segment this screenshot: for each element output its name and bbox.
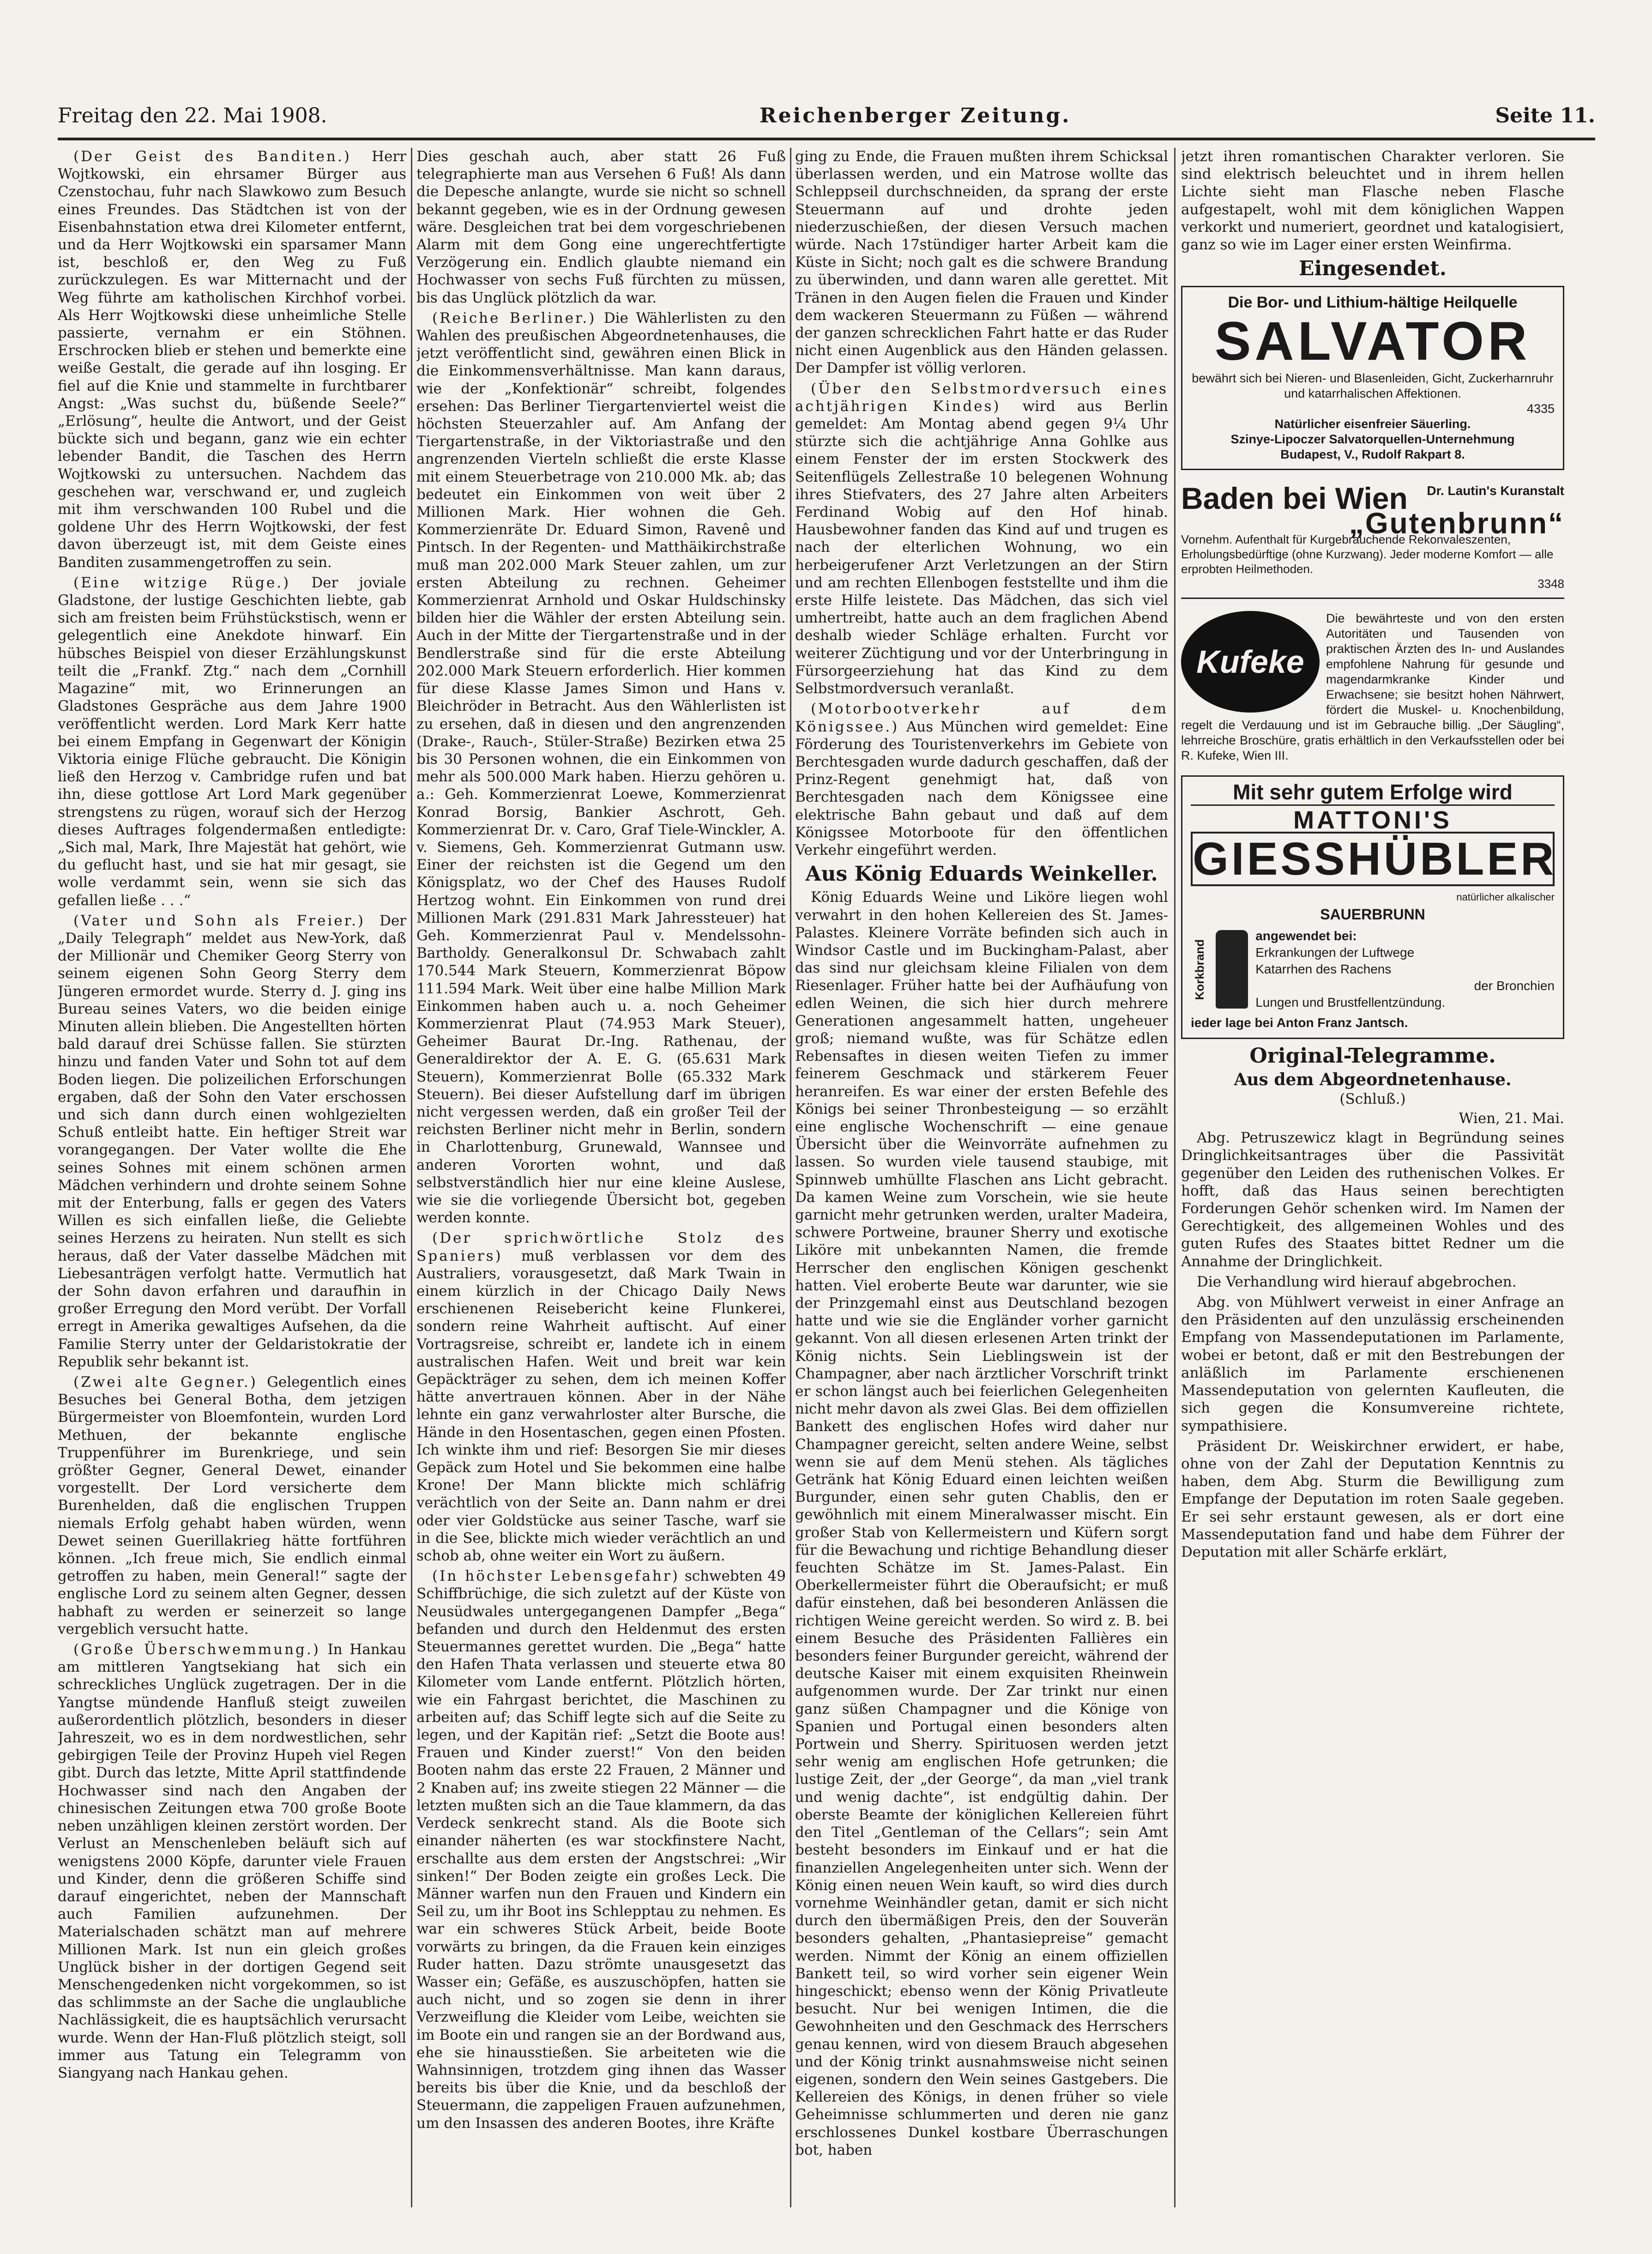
ad-line: ieder lage bei Anton Franz Jantsch. bbox=[1191, 1015, 1408, 1030]
column-divider bbox=[790, 148, 791, 2207]
article bbox=[58, 1373, 406, 1638]
article bbox=[416, 309, 786, 1227]
ad-line: Budapest, V., Rudolf Rakpart 8. bbox=[1280, 447, 1465, 461]
column-4 bbox=[1181, 148, 1564, 2217]
article-continuation: jetzt ihren romantischen Charakter verloren. Sie sind elektrisch beleuchtet und in ihrem hellen Lichte sieht man Flasche neben Flasche aufgestapelt, wohl mit dem königlichen Wappen verkorkt und numeriert, geordnet und katalogisiert, ganz so wie im Lager einer ersten Weinfirma. bbox=[1181, 148, 1564, 254]
article bbox=[58, 148, 406, 571]
subheading: Aus dem Abgeordnetenhause. bbox=[1234, 1070, 1512, 1089]
article-title: (Motorbootverkehr auf dem Königssee.) bbox=[795, 701, 1168, 735]
article-text: Die Wählerlisten zu den Wahlen des preußischen Abgeordnetenhauses, die jetzt veröffentlicht sind, gewähren einen Blick in die Einkommensverhältnisse. Man kann daraus, wie der „Konfektionär“ schreibt, folgendes ersehen: Das Berliner Tiergartenviertel weist die höchsten Steuerzahler auf. Am Anfang der Tiergartenstraße, in der Viktoriastraße und den angrenzenden Vierteln schließt die erste Klasse mit einem Steuerbetrage von 210.000 Mk. ab; das bedeutet ein Einkommen von weit über 2 Millionen Mark. Hier wohnen die Geh. Kommerzienräte Dr. Eduard Simon, Ravenê und Pintsch. In der Regenten- und Matthäikirchstraße muß man 202.000 Mark Steuer zahlen, um zur ersten Abteilung zu rechnen. Geheimer Kommerzienrat Arnhold und Oskar Huldschinsky bilden hier die Wähler der ersten Abteilung sein. Auch in der Mitte der Tiergartenstraße und in der Bendlerstraße sind für die erste Abteilung 202.000 Mark Steuern erforderlich. Hier kommen für diese Klasse James Simon und Hans v. Bleichröder in Betracht. Aus den Wählerlisten ist zu ersehen, daß in diesen und den angrenzenden (Drake-, Rauch-, Stüler-Straße) Bezirken etwa 25 bis 30 Personen wohnen, die ein Einkommen von mehr als 500.000 Mark haben. Hierzu gehören u. a.: Geh. Kommerzienrat Loewe, Kommerzienrat Konrad Borsig, Bankier Aschrott, Geh. Kommerzienrat Dr. v. Caro, Graf Tiele-Winckler, A. v. Siemens, Geh. Kommerzienrat Gutmann usw. Einer der reichsten ist die Gegend um den Königsplatz, wo der Chef des Hauses Rudolf Hertzog wohnt. Ein Einkommen von rund drei Millionen Mark (291.831 Mark Jahressteuer) hat Geh. Kommerzienrat Paul v. Mendelssohn-Bartholdy. Generalkonsul Dr. Schwabach zahlt 170.544 Mark Steuern, Kommerzienrat Böpow 111.594 Mark. Weit über eine halbe Million Mark Einkommen haben auch u. a. noch Geheimer Kommerzienrat Plaut (74.953 Mark Steuer), Geheimer Baurat Dr.-Ing. Rathenau, der Generaldirektor der A. E. G. (65.631 Mark Steuern), Kommerzienrat Bolle (65.332 Mark Steuern). Bei dieser Aufstellung darf im übrigen nicht vergessen werden, daß ein großer Teil der reichsten Berliner nicht mehr in Berlin, sondern in Charlottenburg, Grunewald, Wannsee und anderen Vororten wohnt, und daß selbstverständlich hier nur eine kleine Auslese, wie sie die vorliegende Übersicht bot, gegeben werden konnte. bbox=[416, 309, 786, 1227]
ad-line: bewährt sich bei Nieren- und Blasenleiden, Gicht, Zuckerharnruhr und katarrhalischen Affektionen. bbox=[1192, 371, 1554, 400]
subheading-note: (Schluß.) bbox=[1339, 1090, 1406, 1107]
ad-line: angewendet bei: bbox=[1255, 929, 1357, 943]
article-title: (Der sprichwörtliche Stolz des Spaniers) bbox=[416, 1230, 786, 1264]
article-title: (Zwei alte Gegner.) bbox=[73, 1374, 258, 1391]
column-3 bbox=[795, 148, 1168, 2217]
article-text: Abg. Petruszewicz klagt in Begründung seines Dringlichkeitsantrages über die Passivität gegenüber den Leiden des ruthenischen Volkes. Er hofft, daß das Haus seinen berechtigten Forderungen Gehör schenken wird. Im Namen der Gerechtigkeit, des allgemeinen Wohles und des guten Rufes des Staates bittet Redner um die Annahme der Dringlichkeit. bbox=[1181, 1130, 1564, 1270]
ad-lines bbox=[1255, 928, 1555, 1011]
article-text: wird aus Berlin gemeldet: Am Montag abend gegen 9¼ Uhr stürzte sich die achtjährige Anna Gohlke aus einem Fenster der im ersten Stockwerk des Seitenflügels Zellestraße 10 belegenen Wohnung ihres Stiefvaters, des 27 Jahre alten Arbeiters Ferdinand Wobig auf den Hof hinab. Hausbewohner fanden das Kind auf und trugen es nach der elterlichen Wohnung, wo ein herbeigerufener Arzt Verletzungen an der Stirn und am rechten Ellenbogen feststellte und ihm die erste Hilfe leistete. Das Mädchen, das sich viel umhertreibt, hatte auch an dem fraglichen Abend deshalb wieder Schläge erhalten. Furcht vor weiterer Züchtigung und vor der Unterbringung in Fürsorgeerziehung hat das Kind zu dem Selbstmordversuch veranlaßt. bbox=[795, 398, 1168, 697]
article-title: (Reiche Berliner.) bbox=[432, 309, 597, 326]
article-title: (Eine witzige Rüge.) bbox=[73, 574, 291, 591]
ad-line: SAUERBRUNN bbox=[1320, 906, 1425, 923]
article-text: Aus München wird gemeldet: Eine Förderung des Touristenverkehrs im Gebiete von Berchtesgaden wurde dadurch geschaffen, daß der Prinz-Regent genehmigt hat, daß von Berchtesgaden nach dem Königssee eine elektrische Bahn gebaut und daß auf dem Königssee Motorboote für den öffentlichen Verkehr eingeführt werden. bbox=[795, 718, 1168, 858]
article bbox=[416, 1567, 786, 2132]
article-title: (In höchster Lebensgefahr) bbox=[432, 1568, 680, 1585]
ad-brand: Baden bei Wien bbox=[1181, 481, 1408, 515]
article-text: In Hankau am mittleren Yangtsekiang hat sich ein schreckliches Unglück zugetragen. Der in die Yangtse mündende Hanfluß steigt zuweilen außerordentlich plötzlich, besonders in dieser Jahreszeit, wo es in dem nordwestlichen, sehr gebirgigen Teile der Provinz Hupeh viel Regen gibt. Durch das letzte, Mitte April stattfindende Hochwasser sind nach den Angaben der chinesischen Zeitungen etwa 700 große Boote neben unzähligen kleinen zerstört worden. Der Verlust an Menschenleben beläuft sich auf wenigstens 2000 Köpfe, darunter viele Frauen und Kinder, denn die größeren Schiffe sind darauf eingerichtet, neben der Mannschaft auch Familien aufzunehmen. Der Materialschaden schätzt man auf mehrere Millionen Mark. Ist nun ein gleich großes Unglück bisher in der dortigen Gegend seit Menschengedenken nicht vorgekommen, so ist das schlimmste an der Sache die unglaubliche Nachlässigkeit, die es hauptsächlich verursacht wurde. Wenn der Han-Fluß plötzlich steigt, soll immer aus Tatung ein Telegramm von Siangyang nach Hankau gehen. bbox=[58, 1641, 406, 2081]
section-heading: Original-Telegramme. bbox=[1249, 1044, 1496, 1068]
article bbox=[795, 380, 1168, 698]
article-text: Herr Wojtkowski, ein ehrsamer Bürger aus Czenstochau, fuhr nach Slawkowo zum Besuch eines Freundes. Das Städtchen ist von der Eisenbahnstation etwa drei Kilometer entfernt, und da Herr Wojtkowski ein sparsamer Mann ist, beschloß er, den Weg zu Fuß zurückzulegen. Es war Mitternacht und der Weg führte am katholischen Kirchhof vorbei. Als Herr Wojtkowski diese unheimliche Stelle passierte, vernahm er ein Stöhnen. Erschrocken blieb er stehen und bemerkte eine weiße Gestalt, die gerade auf ihn losging. Er fiel auf die Knie und stammelte in furchtbarer Angst: „Was suchst du, büßende Seele?“ „Erlösung“, heulte die Antwort, und der Geist bückte sich und begann, ganz wie ein echter lebender Bandit, die Taschen des Herrn Wojtkowski zu untersuchen. Nachdem das geschehen war, verschwand er, und zugleich mit ihm verschwanden 100 Rubel und die goldene Uhr des Herrn Wojtkowski, der fest davon überzeugt ist, mit dem Geiste eines Banditen zusammengetroffen zu sein. bbox=[58, 148, 406, 571]
article-text: muß verblassen vor dem des Australiers, vorausgesetzt, daß Mark Twain in einem kürzlich in der Chicago Daily News erschienenen Reisebericht keine Flunkerei, sondern reine Wahrheit auftischt. Auf einer Vortragsreise, schreibt er, landete ich in einem australischen Hafen. Weit und breit war kein Gepäckträger zu sehen, dem ich meinen Koffer hätte anvertrauen können. Aber in der Nähe lehnte ein ganz verwahrloster alter Bursche, die Hände in den Hosentaschen, gegen einen Pfosten. Ich winkte ihm und rief: Besorgen Sie mir dieses Gepäck zum Hotel und Sie bekommen eine halbe Krone! Der Mann blickte mich schläfrig verächtlich von der Seite an. Dann nahm er drei oder vier Goldstücke aus seiner Tasche, warf sie in die See, blickte mich wieder verächtlich an und schob ab, ohne weiter ein Wort zu äußern. bbox=[416, 1247, 786, 1565]
header-rule bbox=[58, 138, 1595, 140]
advertisement-salvator bbox=[1181, 286, 1564, 470]
ad-line: Erkrankungen der Luftwege bbox=[1255, 945, 1415, 960]
column-2 bbox=[416, 148, 786, 2217]
article-text: Abg. von Mühlwert verweist in einer Anfrage an den Präsidenten auf den unzulässig erscheinenden Empfang von Massendeputationen im Parlamente, wobei er betont, daß er mit den Bestrebungen der anläßlich im Parlamente erschienenen Massendeputation von gelernten Kaufleuten, die sich gegen die Konsumvereine richtete, sympathisiere. bbox=[1181, 1294, 1564, 1434]
advertisement-mattoni bbox=[1181, 775, 1564, 1039]
issue-date: Freitag den 22. Mai 1908. bbox=[58, 104, 327, 127]
article-title: (Über den Selbstmordversuch eines achtjährigen Kindes) bbox=[795, 380, 1168, 415]
article-text: Der „Daily Telegraph“ meldet aus New-York, daß der Millionär und Chemiker Georg Sterry von seinem eigenen Sohn Georg Sterry dem Jüngeren ermordet wurde. Sterry d. J. ging ins Bureau seines Vaters, wo die beiden einige Minuten allein blieben. Die Angestellten hörten bald darauf drei Schüsse fallen. Sie stürzten hinzu und fanden Vater und Sohn tot auf dem Boden liegen. Die polizeilichen Erforschungen ergaben, daß der Sohn den Vater erschossen und sich dann durch einen wohlgezielten Schuß entleibt hatte. Ein heftiger Streit war vorangegangen. Der Vater wollte die Ehe seines Sohnes mit einem schönen armen Mädchen verhindern und drohte seinem Sohne mit der Enterbung, falls er gegen des Vaters Willen es sich einfallen ließe, die Geliebte seines Herzens zu heiraten. Nun stellt es sich heraus, daß der Vater dasselbe Mädchen mit Liebesanträgen verfolgt hatte. Vermutlich hat der Sohn davon erfahren und daraufhin in großer Erregung den Mord verübt. Der Vorfall erregt in Amerika gewaltiges Aufsehen, da die Familie Sterry unter der Geldaristokratie der Republik sehr bekannt ist. bbox=[58, 912, 406, 1370]
ad-number: 3348 bbox=[1537, 576, 1564, 591]
article-continuation: ging zu Ende, die Frauen mußten ihrem Schicksal überlassen werden, und ein Matrose wollte das Schleppseil durchschneiden, da sprang der erste Steuermann auf und drohte jeden niederzuschießen, der diesen Versuch machen würde. Nach 17stündiger harter Arbeit kam die Küste in Sicht; noch galt es die schwere Brandung zu überwinden, und dann waren alle gerettet. Mit Tränen in den Augen fielen die Frauen und Kinder dem wackeren Steuermann zu Füßen — während der ganzen schrecklichen Fahrt hatte er das Ruder nicht einen Augenblick aus den Händen gelassen. Der Dampfer ist völlig verloren. bbox=[795, 148, 1168, 377]
article-text: Der joviale Gladstone, der lustige Geschichten liebte, gab sich am freisten beim Frühstückstisch, wenn er gelegentlich eine Anekdote hinwarf. Ein hübsches Beispiel von dieser Erzählungskunst teilt die „Frankf. Ztg.“ nach dem „Cornhill Magazine“ mit, wo Erinnerungen an Gladstones Gespräche aus dem Jahre 1900 veröffentlicht werden. Lord Mark Kerr hatte bei einem Empfang in Gegenwart der Königin Viktoria einige Flüche gebraucht. Die Königin ließ den Herzog v. Cambridge rufen und bat ihn, diese gottlose Art Lord Mark gegenüber strengstens zu rügen, worauf sich der Herzog dieses Auftrages folgendermaßen entledigte: „Sich mal, Mark, Ihre Majestät hat gehört, wie du geflucht hast, und sie hat mir gesagt, sie wolle verdammt sein, wenn sie sich das gefallen ließe . . .“ bbox=[58, 574, 406, 909]
dateline: Wien, 21. Mai. bbox=[1459, 1110, 1564, 1127]
ad-line: Dr. Lautin's Kuranstalt bbox=[1427, 483, 1564, 498]
ad-line: Szinye-Lipoczer Salvatorquellen-Unternehmung bbox=[1230, 432, 1515, 446]
column-divider bbox=[1174, 148, 1176, 2207]
ad-line: Vornehm. Aufenthalt für Kurgebrauchende Rekonvaleszenten, Erholungsbedürftige (ohne Kurzwang). Jeder moderne Komfort — alle erprobten Heilmethoden. bbox=[1181, 532, 1554, 576]
article-title: (Große Überschwemmung.) bbox=[73, 1641, 320, 1658]
section-heading: Aus König Eduards Weinkeller. bbox=[805, 862, 1158, 886]
ad-line: Mit sehr gutem Erfolge wird bbox=[1191, 783, 1555, 806]
ad-line: Natürlicher eisenfreier Säuerling. bbox=[1274, 417, 1471, 431]
article bbox=[58, 574, 406, 909]
bottle-icon bbox=[1216, 930, 1248, 1009]
ad-side-label: Korkbrand bbox=[1193, 939, 1206, 1000]
article bbox=[58, 912, 406, 1371]
article-continuation: Dies geschah auch, aber statt 26 Fuß telegraphierte man aus Versehen 6 Fuß! Als dann die Depesche anlangte, wurde sie nicht so schnell bekannt gegeben, wie es in der Ordnung gewesen wäre. Desgleichen trat bei dem vorgeschriebenen Alarm mit dem Gong eine ungerechtfertigte Verzögerung ein. Endlich glaubte niemand ein Hochwasser von sechs Fuß fürchten zu müssen, bis das Unglück plötzlich da war. bbox=[416, 148, 786, 306]
column-divider bbox=[411, 148, 412, 2207]
ad-line: Die Bor- und Lithium-hältige Heilquelle bbox=[1228, 294, 1518, 312]
column-1 bbox=[58, 148, 406, 2217]
advertisement-kufeke bbox=[1181, 607, 1564, 767]
article-text: Präsident Dr. Weiskirchner erwidert, er habe, ohne von der Zahl der Deputation Kenntnis zu haben, dem Abg. Sturm die Bewilligung zum Empfange der Deputation im roten Saale gegeben. Er sei sehr erstaunt gewesen, als er dort eine Massendeputation fand und habe dem Führer der Deputation mit aller Schärfe erklärt, bbox=[1181, 1438, 1564, 1560]
article-text: Gelegentlich eines Besuches bei General Botha, dem jetzigen Bürgermeister von Bloemfontein, wurden Lord Methuen, der bekannte englische Truppenführer im Burenkriege, und sein größter Gegner, General Dewet, einander vorgestellt. Der Lord versicherte dem Burenhelden, daß die englischen Truppen niemals Erfolg gehabt haben würden, wenn Dewet seinen Guerillakrieg hätte fortführen können. „Ich freue mich, Sie endlich einmal getroffen zu haben, mein General!“ sagte der englische Lord zu seinem alten Gegner, dessen habhaft zu werden er seinerzeit so lange vergeblich versucht hatte. bbox=[58, 1374, 406, 1638]
ad-line: Katarrhen des Rachens bbox=[1255, 962, 1392, 977]
page-header bbox=[58, 104, 1595, 136]
article bbox=[416, 1229, 786, 1565]
article-title: (Vater und Sohn als Freier.) bbox=[73, 912, 365, 929]
article bbox=[795, 700, 1168, 859]
article-text: König Eduards Weine und Liköre liegen wohl verwahrt in den hohen Kellereien des St. James-Palastes. Kleinere Vorräte befinden sich auch in Windsor Castle und im Buckingham-Palast, aber das sind nur gleichsam kleine Filialen von dem Riesenlager. Früher hatte bei der Aufhäufung von edlen Weinen, die sich hier durch mehrere Generationen angesammelt hatten, ungeheuer groß; niemand wußte, was für Schätze edlen Rebensaftes in diesen weiten Tiefen zu immer feinerem Geschmack und stärkerem Feuer heranreifen. Es war einer der ersten Befehle des Königs bei seiner Thronbesteigung — so erzählt eine englische Wochenschrift — eine genaue Übersicht über die Weinvorräte aufnehmen zu lassen. So wurden viele tausend staubige, mit Spinnweb umhüllte Flaschen ans Licht gebracht. Da kamen Weine zum Vorschein, wie sie heute garnicht mehr getrunken werden, uralter Madeira, schwere Portweine, brauner Sherry und exotische Liköre mit unbekannten Namen, die fremde Herrscher den englischen Königen geschenkt hatten. Viel eroberte Beute war darunter, wie sie der Prinzgemahl einst aus Deutschland bezogen hatte und wie sie die Engländer vorher garnicht gekannt. Von all diesen erlesenen Arten trinkt der König nichts. Sein Lieblingswein ist der Champagner, aber nach ärztlicher Vorschrift trinkt er schon längst auch bei feierlichen Gelegenheiten nicht mehr davon als zwei Glas. Bei dem offiziellen Bankett des englischen Hofes wird daher nur Champagner gereicht, selten andere Weine, selbst wenn sie auf dem Menü stehen. Als tägliches Getränk hat König Eduard einen leichten weißen Burgunder, einen sehr guten Chablis, den er gewöhnlich mit einem Mineralwasser mischt. Ein großer Stab von Kellermeistern und Küfern sorgt für die Bewachung und richtige Behandlung dieser feuchten Schätze im St. James-Palast. Ein Oberkellermeister führt die Oberaufsicht; er muß dafür einstehen, daß bei besonderen Anlässen die richtigen Weine gereicht werden. So wird z. B. bei einem Besuche des Präsidenten Fallières ein besonders feiner Burgunder gereicht, während der deutsche Kaiser mit einem exquisiten Rheinwein aufgenommen wurde. Der Zar trinkt nur einen ganz süßen Champagner und die Könige von Spanien und Portugal einen besonders alten Portwein und Sherry. Spirituosen werden jetzt sehr wenig am englischen Hofe getrunken; die lustige Zeit, der „der George“, da man „viel trank und wenig dachte“, ist endgültig dahin. Der oberste Beamte der königlichen Kellereien führt den Titel „Gentleman of the Cellars“; sein Amt besteht besonders im Einkauf und er hat die finanziellen Angelegenheiten unter sich. Wenn der König einen neuen Wein kauft, so wird dies durch vornehme Weinhändler getan, damit er sich nicht durch den übermäßigen Preis, den der Souverän besonders gehalten, „Phantasiepreise“ gemacht werden. Nimmt der König an einem offiziellen Bankett teil, so wird vorher sein eigener Wein hingeschickt; ebenso wenn der König Privatleute besucht. Nur bei wenigen Intimen, die die Gewohnheiten und den Geschmack des Herrschers genau kennen, wird von diesem Brauch abgesehen und der König trinkt ausnahmsweise nicht seinen eigenen, sondern den Wein seines Gastgebers. Die Kellereien des Königs, in denen früher so viele Geheimnisse schlummerten und deren nie ganz erschlossenes Dunkel kostbare Überraschungen bot, haben bbox=[795, 889, 1168, 2158]
ad-line: natürlicher alkalischer bbox=[1456, 891, 1555, 903]
article-text: schwebten 49 Schiffbrüchige, die sich zuletzt auf der Küste von Neusüdwales untergegangenen Dampfer „Bega“ befanden und durch den Heldenmut des ersten Steuermannes gerettet wurden. Die „Bega“ hatte den Hafen Thata verlassen und steuerte etwa 80 Kilometer vom Lande entfernt. Plötzlich hörten, wie ein Fahrgast berichtet, die Maschinen zu arbeiten auf; das Schiff legte sich auf die Seite zu legen, und der Kapitän rief: „Setzt die Boote aus! Frauen und Kinder zuerst!“ Von den beiden Booten nahm das erste 22 Frauen, 2 Männer und 2 Knaben auf; ins zweite stiegen 22 Männer — die letzten mußten sich an die Taue klammern, da das Verdeck senkrecht stand. Als die Boote sich einander näherten (es war stockfinstere Nacht, erschallte aus dem ersten der Angstschrei: „Wir sinken!“ Der Boden zeigte ein großes Leck. Die Männer warfen nun den Frauen und Kindern ein Seil zu, um ihr Boot ins Schlepptau zu nehmen. Es war ein schweres Stück Arbeit, beide Boote vorwärts zu bringen, da die Frauen kein einziges Ruder hatten. Dazu strömte unausgesetzt das Wasser ein; Gefäße, es auszuschöpfen, hatten sie auch nicht, und so zogen sie denn in ihrer Verzweiflung die Kleider vom Leibe, weichten sie im Boote ein und rangen sie an der Bordwand aus, ehe sie hinausstießen. Sie arbeiteten wie die Wahnsinnigen, trotzdem ging ihnen das Wasser bereits bis über die Knie, und da beschloß der Steuermann, die zappeligen Frauen aufzunehmen, um den Insassen des anderen Bootes, ihre Kräfte bbox=[416, 1568, 786, 2132]
ad-line: der Bronchien bbox=[1474, 979, 1555, 993]
ad-number: 4335 bbox=[1526, 401, 1555, 416]
ad-brand: GIESSHÜBLER bbox=[1191, 832, 1555, 886]
ad-brand: „Gutenbrunn“ bbox=[1349, 506, 1564, 540]
article-text: Die Verhandlung wird hierauf abgebrochen. bbox=[1197, 1273, 1517, 1290]
kufeke-logo: Kufeke bbox=[1181, 611, 1320, 713]
newspaper-title: Reichenberger Zeitung. bbox=[760, 104, 1071, 127]
ad-line: Lungen und Brustfellentzündung. bbox=[1255, 995, 1446, 1010]
ad-line: Die bewährteste und von den ersten Autoritäten und Tausenden von praktischen Ärzten des In- und Auslandes empfohlene Nahrung für gesunde und magendarmkranke Kinder und Erwachsene; sie besitzt hohen Nährwert, fördert die Muskel- u. Knochenbildung, regelt die Verdauung und ist im Gebrauche billig. „Der Säugling“, lehrreiche Broschüre, gratis erhältlich in den Verkaufsstellen oder bei R. Kufeke, Wien III. bbox=[1181, 611, 1564, 762]
advertisement-baden bbox=[1181, 478, 1564, 599]
section-heading: Eingesendet. bbox=[1298, 257, 1447, 281]
ad-detail-row bbox=[1191, 928, 1555, 1011]
ad-brand: SALVATOR bbox=[1214, 310, 1531, 372]
ad-brand: MATTONI'S bbox=[1293, 806, 1452, 834]
page-number: Seite 11. bbox=[1495, 104, 1595, 127]
article-title: (Der Geist des Banditen.) bbox=[73, 148, 351, 165]
article bbox=[58, 1641, 406, 2082]
